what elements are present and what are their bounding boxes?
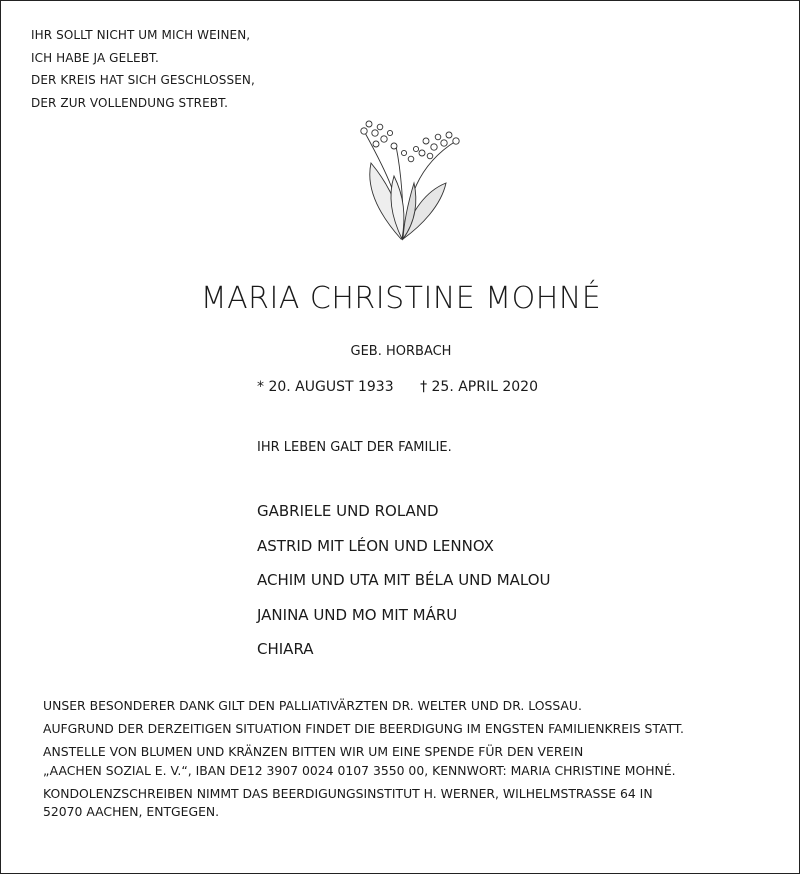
motto: IHR LEBEN GALT DER FAMILIE. bbox=[257, 440, 452, 455]
birth-date: * 20. AUGUST 1933 bbox=[257, 379, 394, 395]
poem bbox=[31, 24, 255, 114]
deceased-name: MARIA CHRISTINE MOHNÉ bbox=[200, 281, 602, 316]
life-dates bbox=[257, 379, 538, 395]
condolence-line: 52070 AACHEN, ENTGEGEN. bbox=[43, 804, 220, 819]
family-list bbox=[257, 494, 551, 667]
family-member: ASTRID MIT LÉON UND LENNOX bbox=[257, 536, 494, 555]
poem-line: IHR SOLLT NICHT UM MICH WEINEN, bbox=[31, 28, 251, 42]
condolence-note bbox=[43, 785, 783, 822]
poem-line: DER ZUR VOLLENDUNG STREBT. bbox=[31, 95, 229, 110]
family-member: GABRIELE UND ROLAND bbox=[257, 502, 439, 520]
donation-line: „AACHEN SOZIAL E. V.“, IBAN DE12 3907 0024 0107 3550 00, KENNWORT: MARIA CHRISTINE MOHNÉ. bbox=[43, 762, 676, 778]
funeral-note: AUFGRUND DER DERZEITIGEN SITUATION FINDET DIE BEERDIGUNG IM ENGSTEN FAMILIENKREIS STATT. bbox=[43, 721, 684, 736]
death-date: † 25. APRIL 2020 bbox=[420, 379, 538, 395]
donation-line: ANSTELLE VON BLUMEN UND KRÄNZEN BITTEN WIR UM EINE SPENDE FÜR DEN VEREIN bbox=[43, 744, 584, 759]
family-member: CHIARA bbox=[257, 640, 314, 658]
family-member: ACHIM UND UTA MIT BÉLA UND MALOU bbox=[257, 571, 551, 589]
poem-line: DER KREIS HAT SICH GESCHLOSSEN, bbox=[31, 73, 255, 87]
notes bbox=[43, 697, 783, 826]
donation-note bbox=[43, 743, 783, 780]
maiden-name: GEB. HORBACH bbox=[350, 344, 452, 359]
poem-line: ICH HABE JA GELEBT. bbox=[31, 50, 159, 65]
condolence-line: KONDOLENZSCHREIBEN NIMMT DAS BEERDIGUNGSINSTITUT H. WERNER, WILHELMSTRASSE 64 IN bbox=[43, 785, 653, 801]
lily-of-the-valley-icon bbox=[346, 111, 476, 246]
family-member: JANINA UND MO MIT MÁRU bbox=[257, 605, 458, 624]
thanks-note: UNSER BESONDERER DANK GILT DEN PALLIATIVÄRZTEN DR. WELTER UND DR. LOSSAU. bbox=[43, 698, 582, 713]
